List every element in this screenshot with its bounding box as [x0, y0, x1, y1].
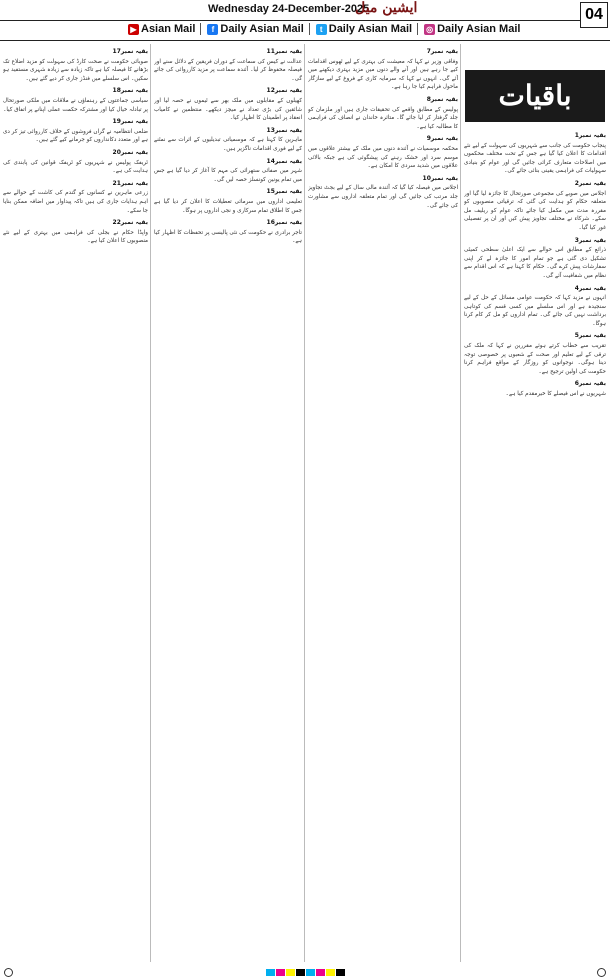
- article-continuation-label: بقیہ نمبر18: [112, 87, 148, 95]
- article-body: اجلاس میں صوبے کی مجموعی صورتحال کا جائزہ لیا گیا اور متعلقہ حکام کو ہدایت کی گئی کہ ترقیاتی منصوبوں کو مقررہ مدت میں مکمل کیا جائے تاکہ عوام کو ریلیف مل سکے۔ شرکاء نے مختلف تجاویز پیش کیں اور ان پر تفصیلی غور کیا گیا۔: [464, 190, 606, 231]
- article-continuation-label: بقیہ نمبر9: [426, 135, 458, 143]
- article-continuation-label: بقیہ نمبر16: [266, 219, 302, 227]
- article-body: کھیلوں کے مقابلوں میں ملک بھر سے ٹیموں نے حصہ لیا اور شائقین کی بڑی تعداد نے میچز دیکھے۔ منتظمین نے کامیاب انعقاد پر اطمینان کا اظہار کیا۔: [154, 97, 302, 122]
- article-body: تعلیمی اداروں میں سرمائی تعطیلات کا اعلان کر دیا گیا ہے جس کا اطلاق تمام سرکاری و نجی اداروں پر ہوگا۔: [154, 198, 302, 214]
- column-2: [308, 44, 458, 962]
- social-instagram[interactable]: [424, 23, 525, 35]
- column-1: [464, 128, 606, 962]
- facebook-icon: f: [207, 24, 218, 35]
- article-body: پولیس کے مطابق واقعے کی تحقیقات جاری ہیں اور ملزمان کو جلد گرفتار کر لیا جائے گا۔ متاثرہ خاندان نے انصاف کی فراہمی کا مطالبہ کیا ہے۔: [308, 106, 458, 130]
- column-4: [3, 44, 148, 962]
- column-divider: [460, 44, 461, 962]
- social-label: Daily Asian Mail: [437, 23, 521, 35]
- column-3: [154, 44, 302, 962]
- social-label: Daily Asian Mail: [328, 23, 413, 35]
- article-continuation-label: بقیہ نمبر8: [426, 95, 458, 103]
- article-continuation-label: بقیہ نمبر12: [266, 87, 302, 95]
- article-body: ماہرین کا کہنا ہے کہ موسمیاتی تبدیلیوں کے اثرات سے نمٹنے کے لیے فوری اقدامات ناگزیر ہیں۔: [154, 137, 302, 152]
- print-marks: [0, 966, 610, 978]
- instagram-icon: ◎: [424, 24, 435, 35]
- section-title: باقیات: [465, 70, 605, 122]
- article-body: انہوں نے مزید کہا کہ حکومت عوامی مسائل کے حل کے لیے سنجیدہ ہے اور اس سلسلے میں کسی قسم کی کوتاہی برداشت نہیں کی جائے گی۔ تمام اداروں کو مل کر کام کرنا ہوگا۔: [464, 295, 606, 327]
- youtube-icon: ▶: [128, 24, 139, 35]
- article-continuation-label: بقیہ نمبر7: [426, 48, 458, 55]
- article-continuation-label: بقیہ نمبر15: [266, 188, 302, 196]
- article-continuation-label: بقیہ نمبر21: [112, 179, 148, 187]
- issue-date: Wednesday 24-December-2025: [208, 3, 370, 15]
- masthead-logo: ایشین میل: [355, 0, 418, 16]
- article-continuation-label: بقیہ نمبر5: [574, 332, 606, 340]
- article-continuation-label: بقیہ نمبر19: [112, 118, 148, 126]
- registration-mark-icon: [597, 968, 606, 977]
- registration-mark-icon: [4, 968, 13, 977]
- article-continuation-label: بقیہ نمبر13: [266, 126, 302, 134]
- article-body: ذرائع کے مطابق اس حوالے سے ایک اعلیٰ سطحی کمیٹی تشکیل دی گئی ہے جو تمام امور کا جائزہ لے کر اپنی سفارشات پیش کرے گی۔ حکام کا کہنا ہے کہ اس اقدام سے نظام میں شفافیت آئے گی۔: [464, 247, 606, 279]
- column-divider: [304, 44, 305, 962]
- column-divider: [150, 44, 151, 962]
- article-continuation-label: بقیہ نمبر22: [112, 219, 148, 227]
- article-body: اجلاس میں فیصلہ کیا گیا کہ آئندہ مالی سال کے لیے بجٹ تجاویز جلد مرتب کی جائیں گی اور تمام متعلقہ اداروں سے مشاورت کی جائے گی۔: [308, 185, 458, 209]
- social-label: Daily Asian Mail: [220, 23, 304, 35]
- article-body: صوبائی حکومت نے صحت کارڈ کی سہولت کو مزید اضلاع تک بڑھانے کا فیصلہ کیا ہے تاکہ زیادہ سے زیادہ شہری مستفید ہو سکیں۔ اس سلسلے میں فنڈز جاری کر دیے گئے ہیں۔: [3, 58, 148, 82]
- article-body: واپڈا حکام نے بجلی کی فراہمی میں بہتری کے لیے نئے منصوبوں کا اعلان کیا ہے۔: [3, 229, 148, 245]
- header-divider: [0, 20, 580, 21]
- social-links: [128, 23, 525, 35]
- color-bar: [266, 969, 345, 976]
- social-twitter[interactable]: [316, 23, 418, 35]
- article-continuation-label: بقیہ نمبر6: [574, 380, 606, 388]
- article-body: وفاقی وزیر نے کہا کہ معیشت کی بہتری کے لیے ٹھوس اقدامات کیے جا رہے ہیں اور آنے والے دنوں میں مزید بہتری دیکھنے میں آئے گی۔ انہوں نے کہا کہ سرمایہ کاری کے فروغ کے لیے سازگار ماحول فراہم کیا جا رہا ہے۔: [308, 58, 458, 91]
- article-body: تاجر برادری نے حکومت کی نئی پالیسی پر تحفظات کا اظہار کیا ہے۔: [154, 229, 302, 245]
- article-continuation-label: بقیہ نمبر10: [422, 174, 458, 182]
- article-continuation-label: بقیہ نمبر4: [574, 284, 606, 292]
- social-facebook[interactable]: [207, 23, 309, 35]
- article-continuation-label: بقیہ نمبر3: [574, 236, 606, 244]
- article-body: شہریوں نے اس فیصلے کا خیرمقدم کیا ہے۔: [505, 391, 606, 398]
- article-continuation-label: بقیہ نمبر17: [112, 48, 148, 55]
- header-bottom-rule: [0, 40, 610, 41]
- page-number: 04: [580, 2, 608, 28]
- article-continuation-label: بقیہ نمبر11: [266, 48, 302, 55]
- page-header: [0, 0, 610, 44]
- article-body: عدالت نے کیس کی سماعت کے دوران فریقین کے دلائل سنے اور فیصلہ محفوظ کر لیا۔ آئندہ سماعت پر مزید کارروائی کی جائے گی۔: [154, 58, 302, 82]
- article-body: سیاسی جماعتوں کے رہنماؤں نے ملاقات میں ملکی صورتحال پر تبادلہ خیال کیا اور مشترکہ حکمت عملی اپنانے پر اتفاق کیا۔: [3, 97, 148, 113]
- article-continuation-label: بقیہ نمبر2: [574, 179, 606, 187]
- article-continuation-label: بقیہ نمبر20: [112, 148, 148, 156]
- article-body: محکمہ موسمیات نے آئندہ دنوں میں ملک کے بیشتر علاقوں میں موسم سرد اور خشک رہنے کی پیشگوئی کی ہے جبکہ بالائی علاقوں میں شدید سردی کا امکان ہے۔: [308, 145, 458, 170]
- social-youtube[interactable]: [128, 23, 201, 35]
- article-continuation-label: بقیہ نمبر14: [266, 157, 302, 165]
- article-continuation-label: بقیہ نمبر1: [574, 132, 606, 139]
- article-body: تقریب سے خطاب کرتے ہوئے مقررین نے کہا کہ ملک کی ترقی کے لیے تعلیم اور صحت کے شعبوں پر خصوصی توجہ دینا ہوگی۔ نوجوانوں کو روزگار کے مواقع فراہم کرنا حکومت کی اولین ترجیح ہے۔: [464, 343, 606, 375]
- article-body: شہر میں صفائی ستھرائی کی مہم کا آغاز کر دیا گیا ہے جس میں تمام یونین کونسلز حصہ لیں گی۔: [154, 168, 302, 183]
- twitter-icon: t: [316, 24, 327, 35]
- social-label: Asian Mail: [141, 23, 196, 35]
- article-body: پنجاب حکومت کی جانب سے شہریوں کی سہولت کے لیے نئے اقدامات کا اعلان کیا گیا ہے جس کے تحت مختلف محکموں میں اصلاحات متعارف کرائی جائیں گی اور عوام کو بنیادی سہولیات کی فراہمی یقینی بنائی جائے گی۔: [464, 142, 606, 175]
- article-body: ضلعی انتظامیہ نے گراں فروشوں کے خلاف کارروائی تیز کر دی ہے اور متعدد دکانداروں کو جرمانے کیے گئے ہیں۔: [3, 128, 148, 144]
- article-body: زرعی ماہرین نے کسانوں کو گندم کی کاشت کے حوالے سے اہم ہدایات جاری کی ہیں تاکہ پیداوار میں اضافہ ممکن بنایا جا سکے۔: [3, 190, 148, 214]
- article-body: ٹریفک پولیس نے شہریوں کو ٹریفک قوانین کی پابندی کی ہدایت کی ہے۔: [3, 159, 148, 175]
